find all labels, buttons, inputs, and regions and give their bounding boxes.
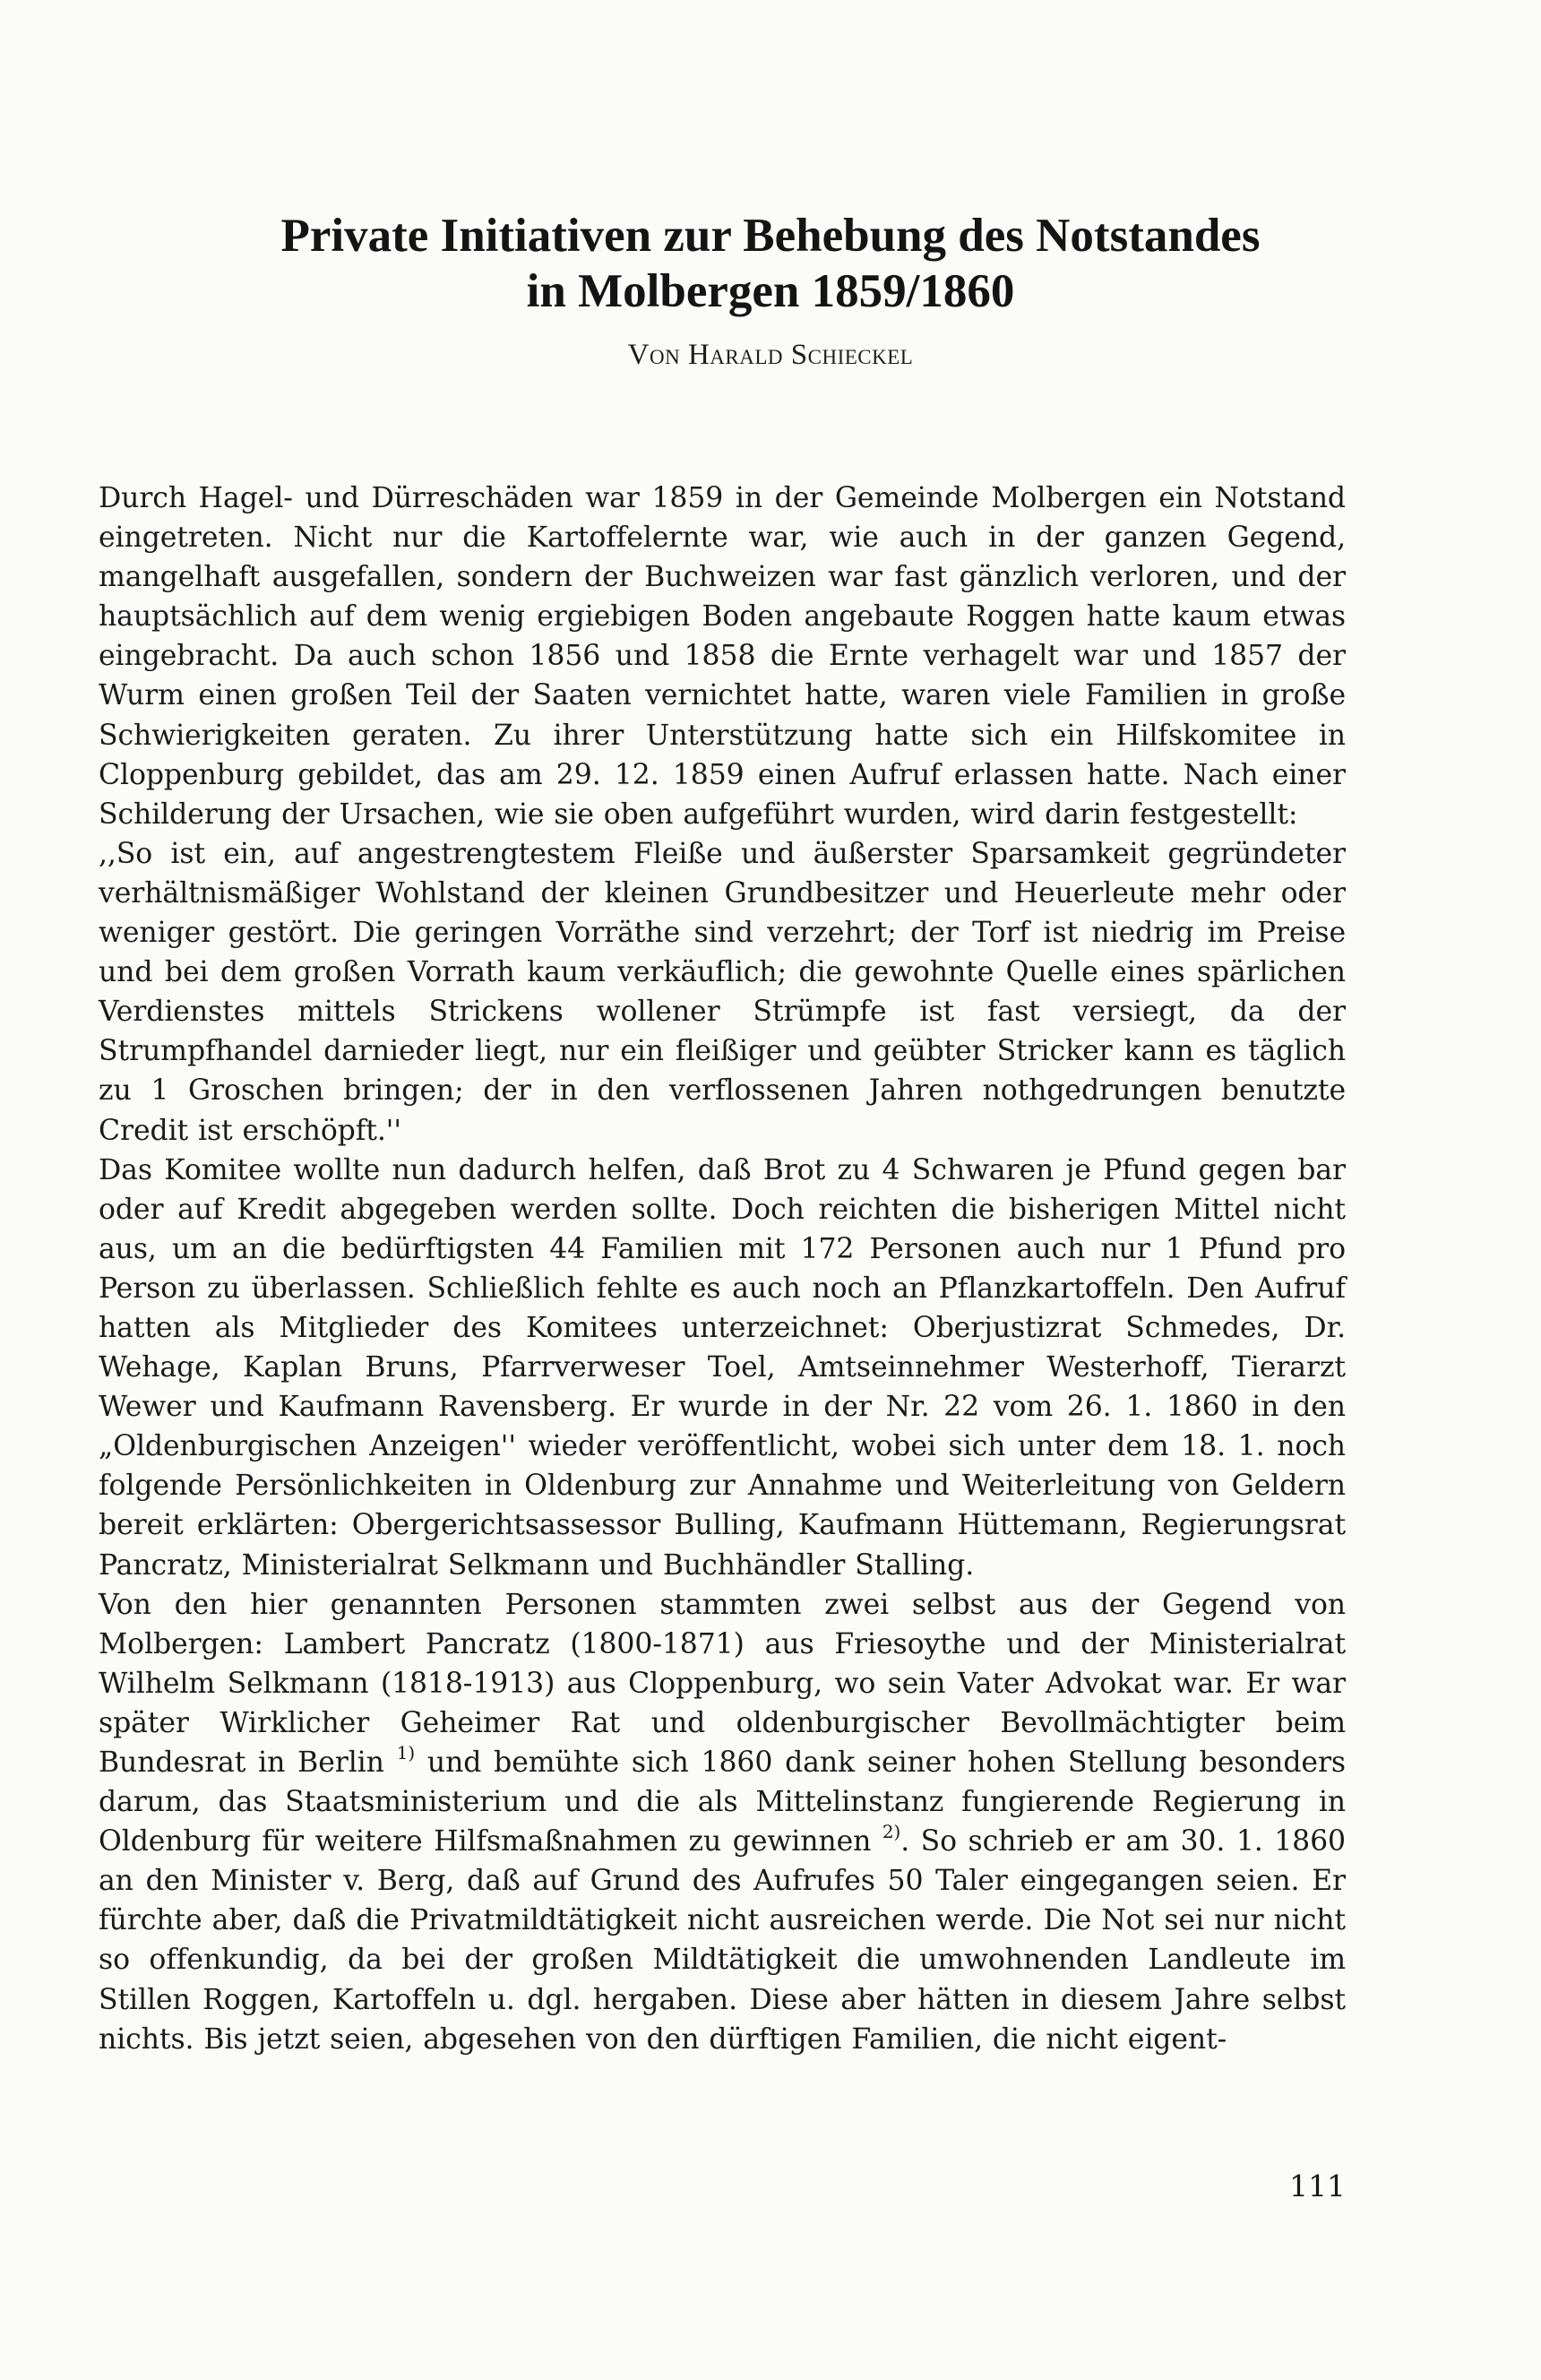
paragraph-persons [99,1585,1346,2059]
title-line-1: Private Initiativen zur Behebung des Notstandes [280,210,1261,262]
title-line-2: in Molbergen 1859/1860 [526,265,1015,317]
paragraph-persons-part3: . So schrieb er am 30. 1. 1860 an den Minister v. Berg, daß auf Grund des Aufrufes 50 Taler eingegangen seien. Er fürchte aber, daß die Privatmildtätigkeit nicht ausreichen werde. Die Not sei nur nicht so offenkundig, da bei der großen Mildtätigkeit die umwohnenden Landleute im Stillen Roggen, Kartoffeln u. dgl. hergaben. Diese aber hätten in diesem Jahre selbst nichts. Bis jetzt seien, abgesehen von den dürftigen Familien, die nicht eigent- [99,1825,1346,2056]
author-byline: Von Harald Schieckel [627,339,914,371]
article-body [99,479,1346,2059]
paragraph-persons-part2: und bemühte sich 1860 dank seiner hohen Stellung besonders darum, das Staatsministerium und die als Mittelinstanz fungierende Regierung in Oldenburg für weitere Hilfsmaßnahmen zu gewinnen [99,1746,1346,1858]
paragraph-quote: ,,So ist ein, auf angestrengtestem Fleiße und äußerster Sparsamkeit gegründeter verhältnismäßiger Wohlstand der kleinen Grundbesitzer und Heuerleute mehr oder weniger gestört. Die geringen Vorräthe sind verzehrt; der Torf ist niedrig im Preise und bei dem großen Vorrath kaum verkäuflich; die gewohnte Quelle eines spärlichen Verdienstes mittels Strickens wollener Strümpfe ist fast versiegt, da der Strumpfhandel darnieder liegt, nur ein fleißiger und geübter Stricker kann es täglich zu 1 Groschen bringen; der in den verflossenen Jahren nothgedrungen benutzte Credit ist erschöpft.'' [99,837,1346,1147]
page-number: 111 [1289,2169,1346,2203]
footnote-ref-2[interactable]: 2) [882,1821,901,1843]
paragraph-persons-part1: Von den hier genannten Personen stammten zwei selbst aus der Gegend von Molbergen: Lambert Pancratz (1800-1871) aus Friesoythe und der Ministerialrat Wilhelm Selkmann (1818-1913) aus Cloppenburg, wo sein Vater Advokat war. Er war später Wirklicher Geheimer Rat und oldenburgischer Bevollmächtigter beim Bundesrat in Berlin [99,1588,1346,1779]
paragraph-committee: Das Komitee wollte nun dadurch helfen, daß Brot zu 4 Schwaren je Pfund gegen bar oder auf Kredit abgegeben werden sollte. Doch reichten die bisherigen Mittel nicht aus, um an die bedürftigsten 44 Familien mit 172 Personen auch nur 1 Pfund pro Person zu überlassen. Schließlich fehlte es auch noch an Pflanzkartoffeln. Den Aufruf hatten als Mitglieder des Komitees unterzeichnet: Oberjustizrat Schmedes, Dr. Wehage, Kaplan Bruns, Pfarrverweser Toel, Amtseinnehmer Westerhoff, Tierarzt Wewer und Kaufmann Ravensberg. Er wurde in der Nr. 22 vom 26. 1. 1860 in den „Oldenburgischen Anzeigen'' wieder veröffentlicht, wobei sich unter dem 18. 1. noch folgende Persönlichkeiten in Oldenburg zur Annahme und Weiterleitung von Geldern bereit erklärten: Obergerichtsassessor Bulling, Kaufmann Hüttemann, Regierungsrat Pancratz, Ministerialrat Selkmann und Buchhändler Stalling. [99,1153,1346,1582]
footnote-ref-1[interactable]: 1) [396,1742,416,1763]
article-title [0,208,1541,319]
paragraph-intro: Durch Hagel- und Dürreschäden war 1859 in der Gemeinde Molbergen ein Notstand eingetreten. Nicht nur die Kartoffelernte war, wie auch in der ganzen Gegend, mangelhaft ausgefallen, sondern der Buchweizen war fast gänzlich verloren, und der hauptsächlich auf dem wenig ergiebigen Boden angebaute Roggen hatte kaum etwas eingebracht. Da auch schon 1856 und 1858 die Ernte verhagelt war und 1857 der Wurm einen großen Teil der Saaten vernichtet hatte, waren viele Familien in große Schwierigkeiten geraten. Zu ihrer Unterstützung hatte sich ein Hilfskomitee in Cloppenburg gebildet, das am 29. 12. 1859 einen Aufruf erlassen hatte. Nach einer Schilderung der Ursachen, wie sie oben aufgeführt wurden, wird darin festgestellt: [99,482,1346,831]
